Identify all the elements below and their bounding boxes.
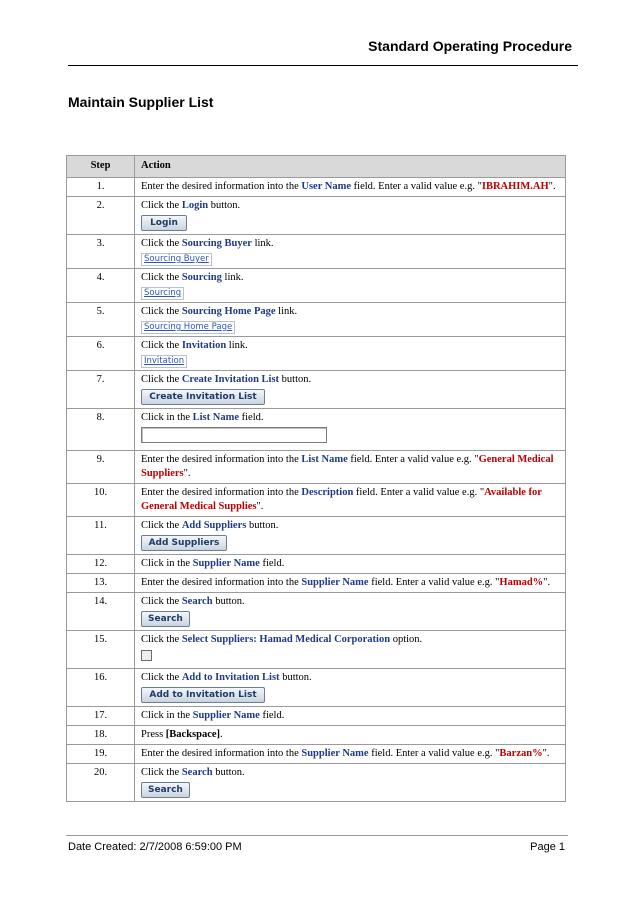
step-action [135,178,566,197]
step-action-text [141,595,559,609]
step-action-text [141,305,559,319]
step-screenshot [141,319,559,334]
step-number: 8. [67,409,135,451]
step-number: 20. [67,764,135,802]
table-row [67,555,566,574]
table-row [67,517,566,555]
action-text: field. Enter a valid value e.g. " [368,748,500,759]
step-action-text [141,180,559,194]
example-value: Available for General Medical Supplies [141,487,542,512]
step-action-text [141,373,559,387]
action-text: Click the [141,374,182,385]
action-text: button. [208,200,241,211]
ui-element-reference: Supplier Name [192,710,260,721]
footer-rule [66,835,568,836]
ui-element-reference: Select Suppliers: Hamad Medical Corporation [181,634,391,645]
action-text: ". [183,468,191,479]
sourcing-buyer-link[interactable]: Sourcing Buyer [141,253,212,266]
table-row [67,484,566,517]
step-action-text [141,671,559,685]
step-number: 4. [67,269,135,303]
example-value: Hamad% [499,577,544,588]
table-row [67,337,566,371]
step-screenshot [141,609,559,628]
ui-element-reference: Description [301,487,354,498]
step-action-text [141,486,559,514]
search-button[interactable]: Search [141,611,190,627]
step-number: 18. [67,726,135,745]
list-name-input[interactable] [141,427,327,443]
table-row [67,451,566,484]
ui-element-reference: Login [181,200,209,211]
action-text: Enter the desired information into the [141,454,302,465]
step-number: 7. [67,371,135,409]
action-text: Click the [141,272,182,283]
step-action [135,409,566,451]
action-text: Click the [141,672,182,683]
action-text: Click the [141,596,182,607]
ui-element-reference: User Name [301,181,352,192]
login-button[interactable]: Login [141,215,187,231]
table-row [67,764,566,802]
ui-element-reference: Create Invitation List [181,374,280,385]
action-text: button. [279,374,312,385]
step-action [135,269,566,303]
action-text: Click the [141,306,182,317]
step-screenshot [141,285,559,300]
step-number: 10. [67,484,135,517]
step-number: 17. [67,707,135,726]
example-value: General Medical Suppliers [141,454,554,479]
action-text: ". [542,748,550,759]
action-text: button. [212,596,245,607]
step-action-text [141,411,559,425]
action-text: Click the [141,634,182,645]
step-action [135,484,566,517]
step-number: 3. [67,235,135,269]
ui-element-reference: List Name [192,412,239,423]
action-text: link. [226,340,248,351]
table-row [67,593,566,631]
step-action [135,707,566,726]
step-number: 13. [67,574,135,593]
table-row [67,178,566,197]
ui-element-reference: List Name [301,454,348,465]
step-action [135,631,566,669]
step-action [135,764,566,802]
section-title: Maintain Supplier List [68,94,214,110]
step-action-text [141,728,559,742]
document-header-title: Standard Operating Procedure [368,38,572,54]
action-text: field. [259,710,285,721]
action-text: link. [221,272,244,283]
ui-element-reference: Supplier Name [192,558,260,569]
step-number: 5. [67,303,135,337]
step-action-text [141,766,559,780]
step-action [135,197,566,235]
step-action [135,593,566,631]
action-text: Press [141,729,166,740]
action-text: field. Enter a valid value e.g. " [368,577,500,588]
procedure-steps-table [66,155,566,802]
ui-element-reference: Sourcing [181,272,222,283]
action-text: Click in the [141,558,193,569]
ui-element-reference: Sourcing Home Page [181,306,276,317]
action-text: field. Enter a valid value e.g. " [353,487,485,498]
step-number: 1. [67,178,135,197]
step-screenshot [141,353,559,368]
step-number: 16. [67,669,135,707]
ui-element-reference: Invitation [181,340,227,351]
step-number: 14. [67,593,135,631]
step-number: 12. [67,555,135,574]
ui-element-reference: Search [181,767,213,778]
step-action [135,555,566,574]
step-action-text [141,576,559,590]
step-action [135,669,566,707]
ui-element-reference: Supplier Name [301,577,369,588]
action-text: button. [212,767,245,778]
action-text: ". [256,501,264,512]
step-screenshot [141,213,559,232]
step-number: 6. [67,337,135,371]
action-text: option. [390,634,423,645]
add-to-invitation-list-button[interactable]: Add to Invitation List [141,687,265,703]
table-row [67,371,566,409]
step-action [135,303,566,337]
action-text: Enter the desired information into the [141,748,302,759]
step-action-text [141,709,559,723]
step-action [135,235,566,269]
action-text: Click in the [141,710,193,721]
action-text: field. [259,558,285,569]
action-text: link. [251,238,274,249]
table-row [67,197,566,235]
sourcing-link[interactable]: Sourcing [141,287,184,300]
step-number: 11. [67,517,135,555]
search-button[interactable]: Search [141,782,190,798]
example-value: Barzan% [499,748,543,759]
step-action-text [141,453,559,481]
action-text: field. Enter a valid value e.g. " [347,454,479,465]
action-text: Enter the desired information into the [141,181,302,192]
step-screenshot [141,387,559,406]
step-action-text [141,199,559,213]
action-text: Click the [141,200,182,211]
step-action [135,574,566,593]
step-action-text [141,633,559,647]
action-text: ". [543,577,551,588]
table-row [67,303,566,337]
step-screenshot [141,533,559,552]
step-action [135,337,566,371]
table-header-row [67,156,566,178]
step-action [135,371,566,409]
action-text: ". [548,181,556,192]
step-action [135,451,566,484]
step-action [135,726,566,745]
ui-element-reference: Add Suppliers [181,520,247,531]
action-text: Click the [141,520,182,531]
step-screenshot [141,685,559,704]
step-action-text [141,747,559,761]
table-row [67,409,566,451]
footer-page-number: Page 1 [530,841,565,853]
step-action-text [141,237,559,251]
step-number: 19. [67,745,135,764]
action-text: field. Enter a valid value e.g. " [351,181,482,192]
invitation-link[interactable]: Invitation [141,355,187,368]
action-text: Click the [141,340,182,351]
step-action [135,745,566,764]
add-suppliers-button[interactable]: Add Suppliers [141,535,227,551]
action-text: Click in the [141,412,193,423]
step-action [135,517,566,555]
column-header-step: Step [67,156,135,178]
table-row [67,631,566,669]
procedure-steps-body [67,178,566,802]
table-row [67,269,566,303]
table-row [67,745,566,764]
step-action-text [141,557,559,571]
step-screenshot [141,647,559,666]
step-number: 9. [67,451,135,484]
ui-element-reference: Sourcing Buyer [181,238,252,249]
action-text: . [220,729,223,740]
step-screenshot [141,780,559,799]
table-row [67,726,566,745]
action-text: field. [239,412,264,423]
table-row [67,669,566,707]
step-screenshot [141,251,559,266]
example-value: IBRAHIM.AH [481,181,549,192]
action-text: Enter the desired information into the [141,487,302,498]
table-row [67,707,566,726]
sourcing-home-page-link[interactable]: Sourcing Home Page [141,321,235,334]
step-screenshot [141,425,559,448]
create-invitation-list-button[interactable]: Create Invitation List [141,389,265,405]
step-number: 15. [67,631,135,669]
ui-element-reference: Supplier Name [301,748,369,759]
action-text: link. [275,306,298,317]
action-text: Enter the desired information into the [141,577,302,588]
step-action-text [141,339,559,353]
column-header-action: Action [135,156,566,178]
action-text: Click the [141,238,182,249]
step-action-text [141,271,559,285]
header-rule [68,65,578,66]
footer-date-created: Date Created: 2/7/2008 6:59:00 PM [68,841,242,853]
action-text: [Backspace] [165,729,221,740]
step-action-text [141,519,559,533]
ui-element-reference: Search [181,596,213,607]
action-text: button. [246,520,279,531]
ui-element-reference: Add to Invitation List [181,672,280,683]
select-supplier-checkbox[interactable] [141,650,152,661]
action-text: button. [279,672,312,683]
table-row [67,574,566,593]
table-row [67,235,566,269]
action-text: Click the [141,767,182,778]
step-number: 2. [67,197,135,235]
